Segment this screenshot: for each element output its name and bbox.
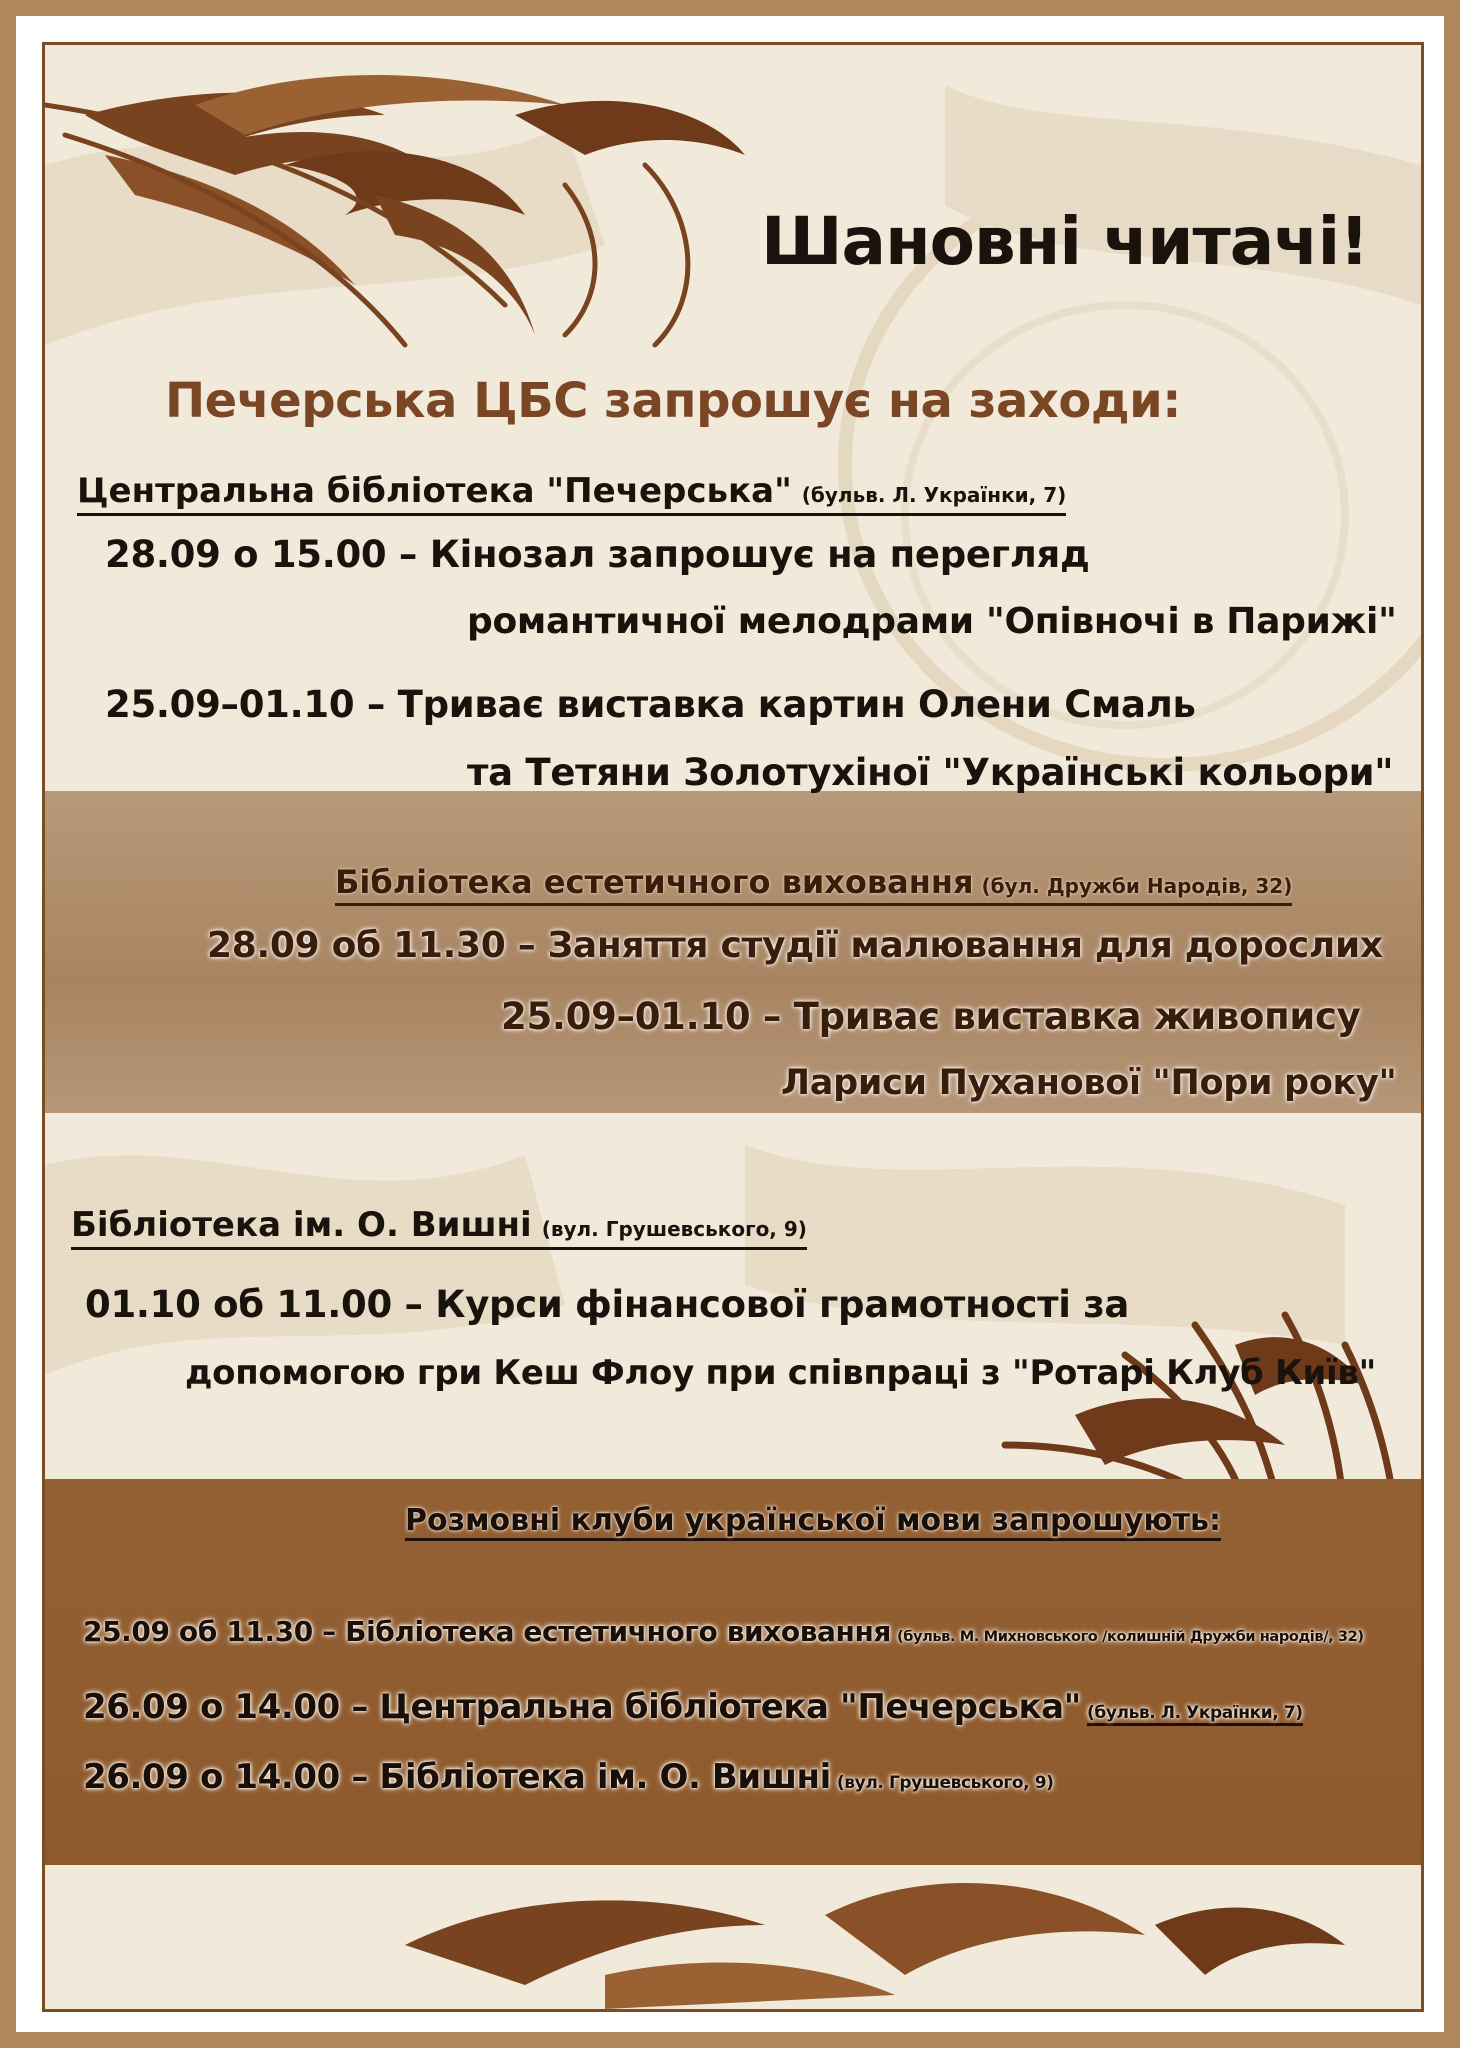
club-item-1 [83,1615,1364,1648]
aesthetic-library-address: (бул. Дружби Народів, 32) [981,874,1293,898]
aesthetic-event-2-line-2: Лариси Пуханової "Пори року" [781,1063,1397,1103]
club-item-2-address: (бульв. Л. Українки, 7) [1087,1703,1303,1726]
vyshni-library-heading [71,1205,807,1250]
club-item-1-time: 25.09 об 11.30 – [83,1615,346,1648]
central-event-1-line-2: романтичної мелодрами "Опівночі в Парижі" [467,601,1397,642]
vyshni-library-name: Бібліотека ім. О. Вишні [71,1205,532,1245]
central-event-1-line-1: 28.09 о 15.00 – Кінозал запрошує на перегляд [105,533,1090,576]
central-library-address: (бульв. Л. Українки, 7) [801,483,1067,507]
vyshni-event-1-line-2: допомогою гри Кеш Флоу при співпраці з "Ротарі Клуб Київ" [185,1353,1377,1393]
club-item-2-library: Центральна бібліотека "Печерська" [379,1687,1081,1727]
aesthetic-event-1: 28.09 об 11.30 – Заняття студії малювання для дорослих [207,925,1383,966]
central-library-name: Центральна бібліотека "Печерська" [77,471,792,511]
aesthetic-event-2-line-1: 25.09–01.10 – Триває виставка живопису [501,995,1361,1038]
poster-background [42,42,1424,2012]
club-item-1-library: Бібліотека естетичного виховання [345,1615,892,1648]
vyshni-library-address: (вул. Грушевського, 9) [541,1217,807,1241]
club-item-3-library: Бібліотека ім. О. Вишні [379,1757,831,1797]
vyshni-event-1-line-1: 01.10 об 11.00 – Курси фінансової грамотності за [85,1283,1130,1326]
club-item-2-time: 26.09 о 14.00 – [83,1687,380,1727]
central-event-2-line-1: 25.09–01.10 – Триває виставка картин Олени Смаль [105,683,1196,726]
subtitle: Печерська ЦБС запрошує на заходи: [165,373,1181,429]
club-item-1-address: (бульв. М. Михновського /колишній Дружби народів/, 32) [897,1628,1364,1645]
clubs-heading: Розмовні клуби української мови запрошують: [405,1503,1221,1541]
club-item-2 [83,1687,1303,1727]
central-event-2-line-2: та Тетяни Золотухіної "Українські кольори" [467,751,1394,794]
aesthetic-library-heading [335,863,1292,906]
club-item-3 [83,1757,1054,1797]
aesthetic-library-name: Бібліотека естетичного виховання [335,863,974,901]
club-item-3-address: (вул. Грушевського, 9) [836,1773,1054,1793]
greeting-title: Шановні читачі! [761,203,1369,280]
club-item-3-time: 26.09 о 14.00 – [83,1757,380,1797]
central-library-heading [77,471,1066,516]
